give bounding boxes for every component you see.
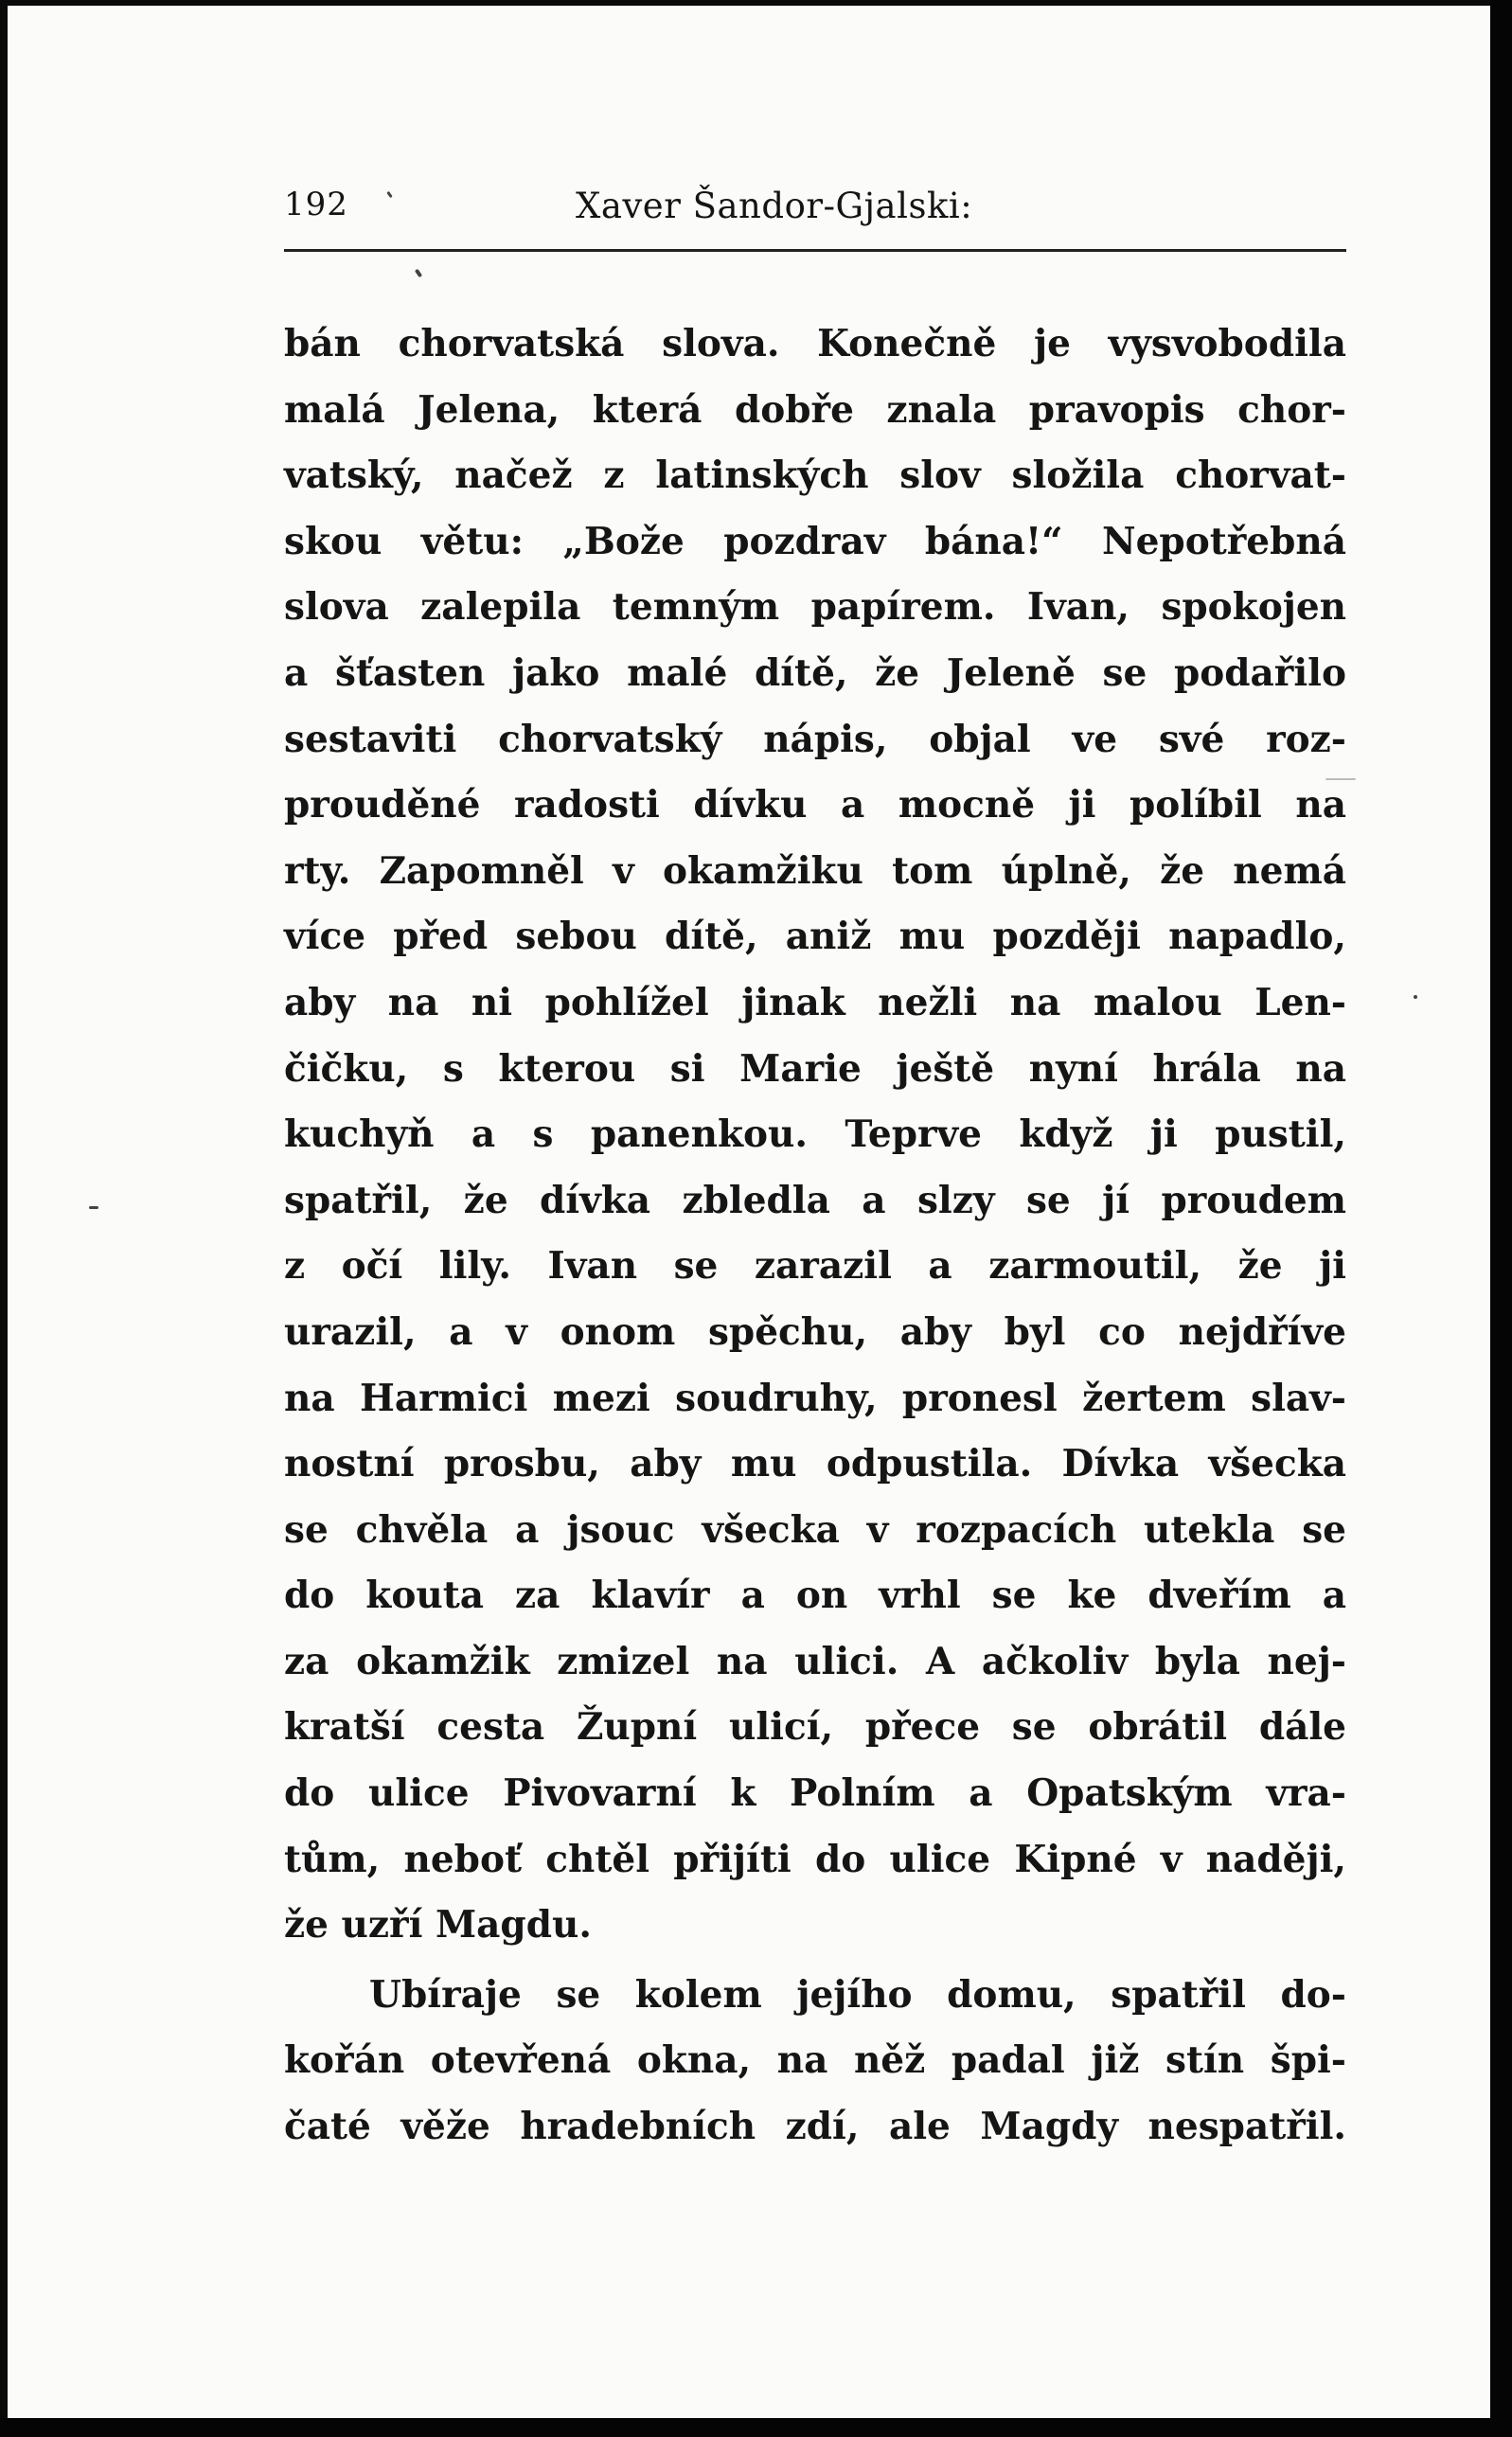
text-line: za okamžik zmizel na ulici. A ačkoliv byla nej- [284,1639,1346,1683]
text-line: z očí lily. Ivan se zarazil a zarmoutil, že ji [284,1244,1346,1289]
paragraph-1 [284,311,1346,1959]
text-line: se chvěla a jsouc všecka v rozpacích utekla se [284,1507,1346,1552]
text-line: sestaviti chorvatský nápis, objal ve své roz- [284,717,1346,761]
paragraph-2 [284,1963,1346,2161]
text-line: skou větu: „Bože pozdrav bána!“ Nepotřebná [284,519,1346,563]
text-line: kuchyň a s panenkou. Teprve když ji pustil, [284,1112,1346,1157]
scan-border-right [1490,0,1512,2437]
running-title: Xaver Šandor-Gjalski: [576,186,973,226]
scan-border-bottom [0,2418,1512,2437]
text-line: aby na ni pohlížel jinak nežli na malou Len- [284,980,1346,1024]
header-rule [284,249,1346,252]
text-line: více před sebou dítě, aniž mu později napadlo, [284,915,1346,959]
scan-speck [1325,778,1356,780]
text-line: spatřil, že dívka zbledla a slzy se jí proudem [284,1178,1346,1222]
text-line: vatský, načež z latinských slov složila chorvat- [284,454,1346,498]
text-line: do kouta za klavír a on vrhl se ke dveřím a [284,1574,1346,1618]
text-line: do ulice Pivovarní k Polním a Opatským vra- [284,1771,1346,1816]
text-line: tům, neboť chtěl přijíti do ulice Kipné v naději, [284,1837,1346,1881]
text-line: že uzří Magdu. [284,1903,592,1948]
text-line: slova zalepila temným papírem. Ivan, spokojen [284,585,1346,630]
text-line: kořán otevřená okna, na něž padal již stín špi- [284,2038,1346,2083]
scan-speck [89,1206,98,1209]
text-line: a šťasten jako malé dítě, že Jeleně se podařilo [284,650,1346,695]
page-header [284,186,1346,242]
text-line: prouděné radosti dívku a mocně ji políbil na [284,783,1346,827]
text-line: Ubíraje se kolem jejího domu, spatřil do- [369,1972,1346,2017]
text-line: kratší cesta Župní ulicí, přece se obrátil dále [284,1705,1346,1750]
text-line: bán chorvatská slova. Konečně je vysvobodila [284,322,1346,365]
text-line: na Harmici mezi soudruhy, pronesl žertem slav- [284,1376,1346,1420]
page-number: 192 [284,186,348,223]
text-line: čaté věže hradebních zdí, ale Magdy nespatřil. [284,2105,1346,2149]
text-line: malá Jelena, která dobře znala pravopis chor- [284,387,1346,432]
scan-speck [1414,995,1417,999]
text-line: rty. Zapomněl v okamžiku tom úplně, že nemá [284,848,1346,893]
text-line: urazil, a v onom spěchu, aby byl co nejdříve [284,1309,1346,1354]
book-page [8,6,1490,2418]
scan-speck [415,269,422,278]
text-line: čičku, s kterou si Marie ještě nyní hrála na [284,1046,1346,1091]
body-text [284,311,1346,2161]
text-line: nostní prosbu, aby mu odpustila. Dívka všecka [284,1442,1346,1486]
